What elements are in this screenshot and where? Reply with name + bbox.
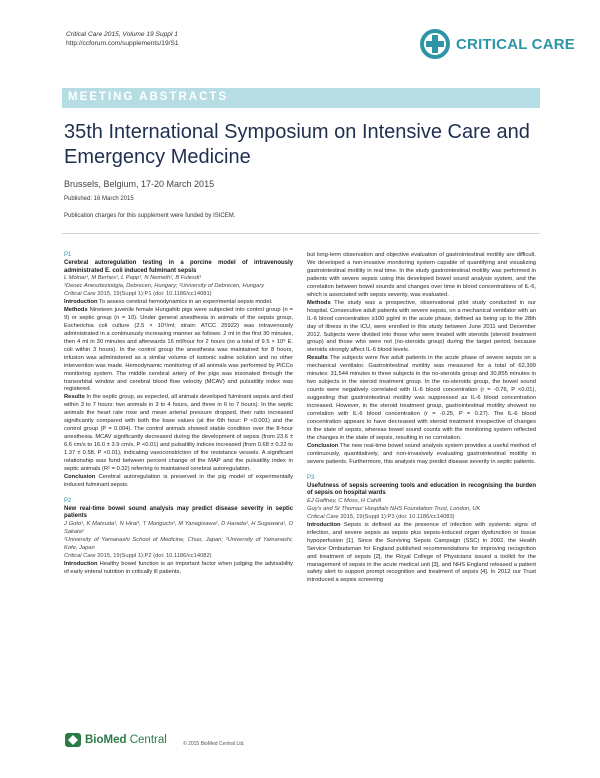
abstract-citation: [64, 553, 293, 561]
section-heading: Results: [64, 394, 85, 401]
citation-journal: Critical Care: [64, 291, 96, 298]
section-text: In the septic group, as expected, all animals developed fulminant sepsis and died within 3 to 7 hours: two animals in 3 to 4 hours, and three in 6 to 7 hours). In the septic animals the heart rate rose and mean arterial pressure dropped, their ratio increased significantly compared with both the base values (at the 6th hour: P <0.001) and the control group (P = 0.004). The control animals showed stable condition over the 8-hour anesthesia. MCAV significantly decreased during the development of sepsis (from 23.6 ± 6.6 cm/s to 16.0 ± 3.9 cm/s, P <0.01) and pulsatility indices increased (from 0.68 ± 0.22 to 1.37 ± 0.58, P <0.01), indicating vasoconstriction of the resistance vessels. A significant relationship was fund between percent change of the MAP and the pulsatility index in septic animals (R² = 0.32) referring to maintained cerebral autoregulation.: [64, 394, 293, 473]
section-heading: Results: [307, 355, 328, 362]
section-text: Nineteen juvenile female Hungahib pigs were subjected into control group (n = 9) or septic group (n = 10). Under general anesthesia in animals of the sepsis group, Escherichia coli culture (2.5 × 10⁹/ml; strain: ATCC 25922) was intravenously administrated in a continuously increasing manner as follows: 2 ml in the first 30 minutes, then 4 ml in 30 minutes and afterwards 16 ml/hour for 2 hours (so a total of 9.5 × 10⁹ E. coli within 3 hours). In the control group the anesthesia was maintained for 8 hours, infusion was administered as a similar volume of isotonic saline solution and no other intervention was made. Hemodynamic monitoring of all animals was performed by PiCCo monitoring system. The middle cerebral artery of the pigs was insonated through the transorbital window and cerebral blood flow velocity (MCAV) and pulsatility index was registered.: [64, 306, 293, 393]
divider: [62, 233, 540, 234]
section-heading: Introduction: [307, 521, 341, 528]
abstract-continuation: but long-term observation and objective evaluation of gastrointestinal motility are difficult. We developed a non-invasive monitoring system capable of quantifying and visualizing gastrointestinal motility in real time. In the study gastrointestinal motility was performed in patients with severe sepsis using this developed bowel sound analysis system, and the correlation between bowel sounds and changes over time in blood concentrations of IL-6, which is associated with sepsis severity, was evaluated.: [307, 252, 536, 298]
abstract-conclusion: [64, 474, 293, 490]
section-band-label: MEETING ABSTRACTS: [68, 91, 229, 103]
page-title: 35th International Symposium on Intensive Care and Emergency Medicine: [64, 121, 530, 168]
left-column: [64, 252, 293, 577]
funding-note: Publication charges for this supplement were funded by ISICEM.: [64, 213, 236, 219]
journal-line: Critical Care 2015, Volume 19 Suppl 1: [66, 31, 178, 38]
abstract-affiliation: Guy's and St Thomas' Hospitals NHS Foundation Trust, London, UK: [307, 505, 481, 512]
abstract-authors: EJ Gaffney, C Moss, H Cahill: [307, 497, 382, 504]
citation-journal: Critical Care: [64, 552, 96, 559]
abstract-results: [64, 394, 293, 474]
section-text: Healthy bowel function is an important factor when judging the advisability of early enteral nutrition in critically ill patients,: [64, 560, 293, 575]
section-text: Cerebral autoregulation is preserved in the pig model of experimentally induced fulminant sepsis.: [64, 473, 293, 488]
section-heading: Methods: [64, 306, 88, 313]
biomed-central-logo-icon: [64, 732, 82, 748]
biomed-central-logo-text: BioMed Central: [85, 734, 167, 746]
journal-url[interactable]: http://ccforum.com/supplements/19/S1: [66, 40, 179, 47]
abstract-id: P1: [64, 252, 72, 258]
section-band: [62, 88, 540, 108]
section-text: Sepsis is defined as the presence of infection with systemic signs of infection, and severe sepsis as sepsis plus sepsis-induced organ dysfunction or tissue hypoperfusion [1]. Since the Surviving Sepsis Campaign (SSC) in 2002, the Health Service Ombudsman for England published recommendations for improving recognition and treatment of sepsis [2], the Royal College of Physicians issued a toolkit for the management of sepsis in the acute medical unit [3], and NHS England released a patient safety alert to support prompt recognition and treatment of sepsis [4]. In 2012 our Trust introduced a sepsis screening: [307, 521, 536, 584]
published-date: Published: 16 March 2015: [64, 196, 134, 202]
abstract-introduction: [64, 299, 293, 307]
section-text: The new real-time bowel sound analysis system provides a useful method of continuously, quantitatively, and non-invasively evaluating gastrointestinal motility in severe patients. Furthermore, this analysis may predict disease severity in septic patients.: [307, 442, 536, 465]
biomed-central-logo: [64, 732, 167, 748]
copyright-notice: © 2015 BioMed Central Ltd.: [183, 741, 245, 747]
critical-care-logo-icon: [420, 29, 450, 59]
abstract-affiliation: ¹University of Yamanashi School of Medicine, Chuo, Japan; ²University of Yamanashi, Kofe, Japan: [64, 536, 293, 551]
section-heading: Introduction: [64, 560, 98, 567]
right-column: [307, 252, 536, 585]
abstract-title: Cerebral autoregulation testing in a porcine model of intravenously administrated E. coli induced fulminant sepsis: [64, 259, 293, 274]
citation-journal: Critical Care: [307, 513, 339, 520]
abstract-authors: J Goto¹, K Matsuda¹, N Hirai¹, T Moriguchi¹, M Yanagisawa¹, D Harada¹, H Sugawara¹, O Sakata²: [64, 521, 293, 535]
section-text: The study was a prospective, observational pilot study conducted in our hospital. Consecutive adult patients with severe sepsis, on a mechanical ventilator with an IL-6 blood concentration ≥100 pg/ml in the acute phase, defined as being up to the 28th day of illness in the ICU, were enrolled in this study between June 2011 and December 2012. Subjects were divided into those who were treated with steroids (steroid treatment group) and those who were not (no-steroids group) during the target period, because steroids strongly affect IL-6 blood levels.: [307, 299, 536, 354]
abstract-authors: L Molnar¹, M Berhes¹, L Papp¹, N Nemeth², B Fulesdi¹: [64, 275, 202, 282]
abstract-title: Usefulness of sepsis screening tools and education in recognising the burden of sepsis on hospital wards: [307, 482, 536, 497]
section-heading: Methods: [307, 299, 331, 306]
section-heading: Conclusion: [64, 473, 96, 480]
critical-care-logo-text: CRITICAL CARE: [456, 35, 575, 53]
abstract-citation: [307, 514, 536, 522]
abstract-conclusion: [307, 443, 536, 467]
abstract-citation: [64, 291, 293, 299]
abstract-id: P2: [64, 497, 72, 504]
section-text: To assess cerebral hemodynamics in an experimental sepsis model.: [97, 299, 273, 305]
abstract-results: [307, 355, 536, 442]
critical-care-logo: [420, 29, 575, 59]
section-heading: Introduction: [64, 299, 98, 305]
journal-meta: [66, 30, 179, 48]
section-text: The subjects were five adult patients in the acute phase of severe sepsis on a mechanical ventilator. Gastrointestinal motility was measured for a total of 62,399 minutes: 31,544 minutes in three subjects in the no-steroids group and 30,855 minutes in two subjects in the steroid treatment group. In the no-steroids group, the bowel sound counts were negatively correlated with IL-6 blood concentration (r = -0.76, P <0.01), suggesting that gastrointestinal motility was suppressed as IL-6 blood concentration increased. However, in the steroid treatment group, gastrointestinal motility showed no correlation with IL-6 blood concentration (r = -0.25, P = 0.27). The IL-6 blood concentration appears to have decreased with steroid treatment irrespective of changes in the state of sepsis, whereas bowel sound counts with the monitoring system reflected the changes in the state of sepsis, resulting in no correlation.: [307, 355, 536, 441]
section-heading: Conclusion: [307, 442, 339, 449]
abstract-id: P3: [307, 474, 315, 481]
citation-details: 2015, 19(Suppl 1):P1 (doi: 10.1186/cc14081): [95, 291, 212, 298]
abstract-methods: [307, 300, 536, 356]
abstract-introduction: [307, 522, 536, 586]
abstract-methods: [64, 307, 293, 394]
abstract-introduction: [64, 561, 293, 577]
abstract-title: New real-time bowel sound analysis may predict disease severity in septic patients: [64, 505, 293, 520]
abstract-affiliation: ¹Deoec Anesztezioógia, Debrecen, Hungary; ²University of Debrecen, Hungary: [64, 283, 265, 290]
citation-details: 2015, 19(Suppl 1):P3 (doi: 10.1186/cc14083): [338, 513, 455, 520]
meeting-location: Brussels, Belgium, 17-20 March 2015: [64, 179, 215, 189]
citation-details: 2015, 19(Suppl 1):P2 (doi: 10.1186/cc14082): [95, 552, 212, 559]
